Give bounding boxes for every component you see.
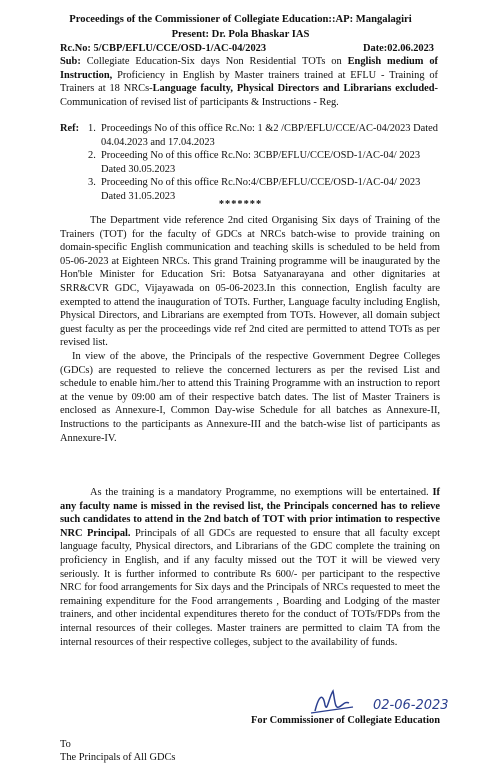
reference-number: Rc.No: 5/CBP/EFLU/CCE/OSD-1/AC-04/2023 (60, 43, 267, 54)
reference-text: Proceeding No of this office Rc.No: 3CBP/EFLU/CCE/OSD-1/AC-04/ 2023 Dated 30.05.2023 (101, 150, 421, 175)
reference-line (60, 42, 434, 56)
reference-item (88, 122, 440, 149)
references-label: Ref: (60, 123, 80, 134)
subject-text-3: Communication of revised list of participants & Instructions - Reg. (60, 96, 339, 108)
subject-text-1: Collegiate Education-Six days Non Residential TOTs on (80, 56, 348, 67)
office-title: Proceedings of the Commissioner of Collegiate Education::AP: Mangalagiri (69, 14, 412, 25)
document-date: Date:02.06.2023 (363, 43, 434, 54)
handwritten-date: 02-06-2023 (373, 698, 449, 713)
reference-item (88, 149, 440, 176)
reference-number: 2. (88, 150, 96, 162)
reference-number: 1. (88, 123, 96, 134)
reference-text: Proceeding No of this office Rc.No:4/CBP/EFLU/CCE/OSD-1/AC-04/ 2023 Dated 31.05.2023 (101, 177, 421, 202)
paragraph-3-text-a: As the training is a mandatory Programme, no exemptions will be entertained. (90, 487, 433, 498)
subject (60, 55, 438, 109)
paragraph-3-bold: If any faculty name is missed in the revised list, the Principals concerned has to relieve such candidates to attend in the 2nd batch of TOT with prior intimation to respective NRC Principal. (60, 487, 440, 539)
paragraph-3-text-b: Principals of all GDCs are requested to ensure that all faculty except language faculty, Physical directors, and Librarians of the GDC complete the training on proficiency in English, and if any faculty missed out the TOT it will be viewed very seriously. It is further informed to contribute Rs 600/- per participant to the respective NRC for food arrangements for Six days and the Principals of NRCs requested to meet the remaining expenditure for the Food arrangements , Boarding and Lodging of the master trainers, and other incidental expenditures thereto for the conduct of TOTs/FDPs from the internal resources of their colleges. Master trainers are permitted to claim TA from the internal resources of their respective colleges, subject to the availability of funds. (60, 527, 440, 648)
references-list (60, 122, 440, 204)
paragraph-3 (60, 486, 440, 649)
references (60, 122, 440, 204)
separator: ******* (218, 199, 263, 210)
to-label: To (60, 739, 71, 750)
subject-label: Sub: (60, 56, 81, 67)
subject-bold-2: Language faculty, Physical Directors and Librarians excluded- (152, 83, 438, 95)
reference-number: 3. (88, 177, 96, 189)
recipient: The Principals of All GDCs (60, 752, 176, 763)
paragraph-1: The Department vide reference 2nd cited Organising Six days of Training of the Trainers (TOT) for the faculty of GDCs at NRCs batch-wise to provide training on domain-specific English communication and teaching skills is scheduled to be held from 05-06-2023 at Eighteen NRCs. This grand Training programme will be inaugurated by the Hon'ble Minister for Education Sri: Botsa Satyanarayana and other dignitaries at SRR&CVR GDC, Vijayawada on 05-06-2023.In this connection, English faculty are exempted to attend the inauguration of TOTs. Further, Language faculty including English, Physical Directors, and Librarians are exempted from TOTs. However, all domain subject guest faculty as per the proceedings vide ref 2nd cited are permitted to attend TOTs as per revised list. (60, 215, 440, 349)
signatory: For Commissioner of Collegiate Education (251, 715, 440, 726)
reference-text: Proceedings No of this office Rc.No: 1 &2 /CBP/EFLU/CCE/AC-04/2023 Dated 04.04.2023 and 17.04.2023 (101, 123, 438, 148)
paragraph-2: In view of the above, the Principals of the respective Government Degree Colleges (GDCs) are requested to relieve the concerned lecturers as per the revised List and schedule to enable him./her to attend this Training Programme with an instruction to report at the venue by 09:00 am of their respective batch dates. The list of Master Trainers is enclosed as Annexure-I, Common Day-wise Schedule for all batches as Annexure-II, Instructions to the participants as Annexure-III and the batch-wise list of participants as Annexure-IV. (60, 351, 440, 444)
subject-bold-1: English medium of Instruction, (60, 56, 439, 81)
present-officer: Present: Dr. Pola Bhaskar IAS (171, 29, 310, 40)
subject-text-2: Proficiency in English by Master trainers trained at EFLU - Training of Trainers at 18 NRCs- (60, 69, 438, 95)
